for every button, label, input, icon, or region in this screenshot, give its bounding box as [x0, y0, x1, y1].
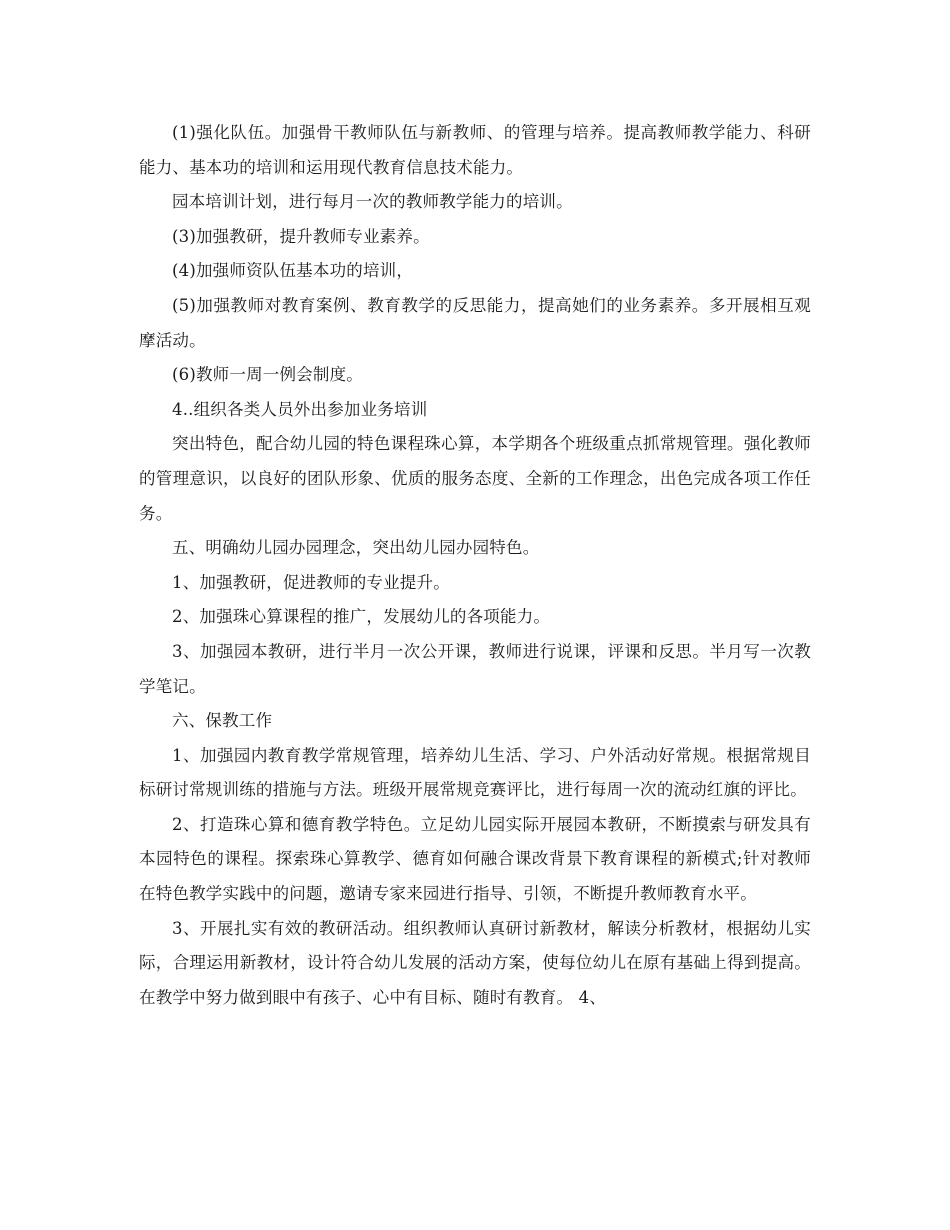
- paragraph-8: 突出特色，配合幼儿园的特色课程珠心算，本学期各个班级重点抓常规管理。强化教师的管理意识，以良好的团队形象、优质的服务态度、全新的工作理念，出色完成各项工作任务。: [139, 434, 811, 523]
- paragraph-10: 1、加强教研，促进教师的专业提升。: [172, 572, 450, 592]
- paragraph-4: (4)加强师资队伍基本功的培训，: [172, 261, 414, 281]
- section-heading-6: 六、保教工作: [172, 711, 273, 731]
- paragraph-6: (6)教师一周一例会制度。: [172, 365, 363, 385]
- paragraph-12: 3、加强园本教研，进行半月一次公开课，教师进行说课，评课和反思。半月写一次教学笔记。: [139, 641, 811, 696]
- paragraph-11: 2、加强珠心算课程的推广，发展幼儿的各项能力。: [172, 607, 551, 627]
- paragraph-3: (3)加强教研，提升教师专业素养。: [172, 226, 430, 246]
- paragraph-14: 1、加强园内教育教学常规管理，培养幼儿生活、学习、户外活动好常规。根据常规目标研讨常规训练的措施与方法。班级开展常规竞赛评比，进行每周一次的流动红旗的评比。: [139, 745, 811, 800]
- paragraph-16: 3、开展扎实有效的教研活动。组织教师认真研讨新教材，解读分析教材，根据幼儿实际，合理运用新教材，设计符合幼儿发展的活动方案，使每位幼儿在原有基础上得到提高。在教学中努力做到眼中有孩子、心中有目标、随时有教育。 4、: [139, 918, 811, 1007]
- section-heading-5: 五、明确幼儿园办园理念，突出幼儿园办园特色。: [172, 538, 540, 558]
- paragraph-2: 园本培训计划，进行每月一次的教师教学能力的培训。: [172, 192, 573, 212]
- paragraph-1: (1)强化队伍。加强骨干教师队伍与新教师、的管理与培养。提高教师教学能力、科研能力、基本功的培训和运用现代教育信息技术能力。: [139, 123, 811, 177]
- document-body: [139, 116, 811, 1015]
- paragraph-7: 4..组织各类人员外出参加业务培训: [172, 399, 428, 419]
- paragraph-15: 2、打造珠心算和德育教学特色。立足幼儿园实际开展园本教研，不断摸索与研发具有本园特色的课程。探索珠心算教学、德育如何融合课改背景下教育课程的新模式;针对教师在特色教学实践中的问题，邀请专家来园进行指导、引领，不断提升教师教育水平。: [139, 814, 811, 904]
- paragraph-5: (5)加强教师对教育案例、教育教学的反思能力，提高她们的业务素养。多开展相互观摩活动。: [139, 295, 811, 350]
